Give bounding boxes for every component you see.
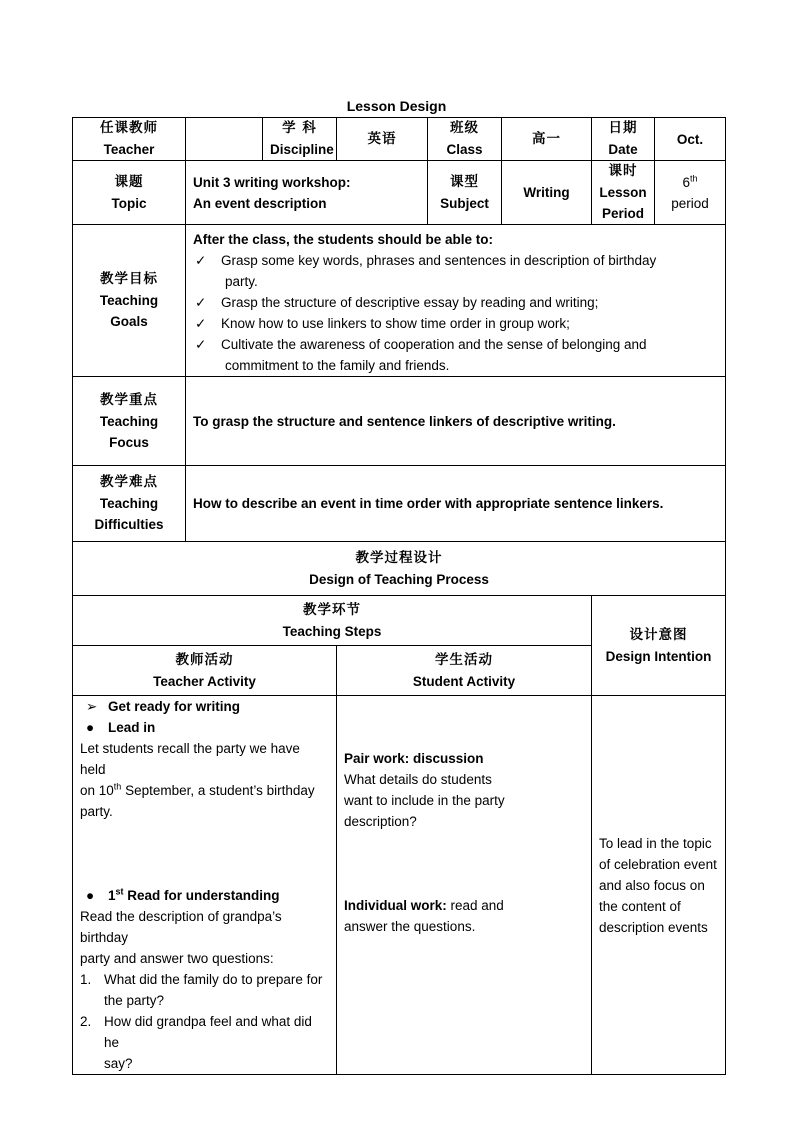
goals-label-cell: [73, 225, 186, 377]
question-number: 1.: [80, 972, 92, 987]
pair-work-text-2: want to include in the party: [344, 793, 505, 808]
lead-in-label: Lead in: [108, 720, 156, 735]
date-label-cell: [592, 118, 655, 161]
student-activity-cn: 学生活动: [435, 651, 493, 668]
intention-text-1: To lead in the topic: [599, 835, 712, 851]
topic-row: [73, 161, 726, 225]
intention-heading-cell: [592, 596, 726, 696]
lead-text-part: September, a student’s birthday: [121, 783, 315, 798]
intention-text-2: of celebration event: [599, 856, 717, 872]
goal-item-4-continuation: commitment to the family and friends.: [225, 358, 450, 373]
question-text: How did grandpa feel and what did he: [104, 1014, 312, 1050]
goal-text: Know how to use linkers to show time order in group work;: [221, 316, 570, 331]
individual-work-line: [344, 895, 584, 916]
goals-row: [73, 225, 726, 377]
spacer: [344, 832, 584, 895]
goals-label-en-2: Goals: [110, 314, 148, 329]
arrow-bullet-icon: ➢: [86, 699, 98, 714]
date-label-en: Date: [608, 142, 638, 157]
goal-item: [193, 313, 718, 334]
period-word: period: [671, 195, 709, 211]
lead-in-item: [80, 717, 329, 738]
teacher-activity-en: Teacher Activity: [153, 673, 256, 689]
dot-bullet-icon: ●: [86, 888, 95, 903]
lead-text-part: on 10: [80, 783, 114, 798]
topic-label-cell: [73, 161, 186, 225]
read-item: [80, 885, 329, 906]
period-label-cn: 课时: [608, 163, 638, 179]
goal-item: [193, 334, 718, 355]
question-text: say?: [104, 1056, 133, 1071]
student-activity-en: Student Activity: [412, 673, 516, 689]
question-text: What did the family do to prepare for: [104, 972, 323, 987]
date-label-cn: 日期: [608, 120, 638, 136]
goals-label-cn: 教学目标: [100, 271, 158, 287]
intention-text-4: the content of: [599, 898, 681, 914]
read-text-2: party and answer two questions:: [80, 951, 274, 966]
focus-label-en-1: Teaching: [99, 413, 159, 429]
goal-item: [193, 250, 718, 271]
process-heading-cell: [73, 542, 726, 596]
teacher-activity-heading: [73, 646, 337, 696]
ordinal-suffix: st: [115, 886, 124, 897]
teacher-value-cell: [186, 118, 263, 161]
goals-intro: After the class, the students should be able to:: [193, 232, 494, 247]
class-label-en: Class: [446, 142, 483, 157]
read-text-1: Read the description of grandpa’s birthday: [80, 909, 282, 945]
lead-in-text-1: Let students recall the party we have held: [80, 741, 300, 777]
date-value: Oct.: [655, 118, 726, 161]
teacher-label-en: Teacher: [103, 142, 155, 157]
steps-heading-row: [73, 596, 726, 646]
read-number: 1: [108, 888, 116, 903]
goal-text: Grasp the structure of descriptive essay by reading and writing;: [221, 295, 599, 310]
process-heading-cn: 教学过程设计: [355, 549, 443, 566]
student-activity-cell: [337, 696, 592, 1075]
teacher-label-cn: 任课教师: [100, 120, 158, 136]
document-title: Lesson Design: [346, 98, 447, 114]
difficulties-text: How to describe an event in time order with appropriate sentence linkers.: [186, 466, 726, 542]
teacher-activity-cn: 教师活动: [175, 651, 234, 668]
discipline-label-en: Discipline: [270, 142, 334, 157]
check-icon: ✓: [195, 253, 207, 268]
lead-in-text-2: [80, 780, 329, 801]
question-2: [80, 1011, 329, 1053]
individual-work-text: read and: [446, 898, 504, 913]
question-1: [80, 969, 329, 990]
goal-text: Grasp some key words, phrases and sentences in description of birthday: [221, 253, 657, 268]
period-value-cell: [655, 161, 726, 225]
intention-text-5: description events: [599, 919, 708, 935]
focus-row: [73, 377, 726, 466]
header-row: [73, 118, 726, 161]
period-suffix: th: [690, 173, 698, 183]
class-value: 高一: [502, 118, 592, 161]
goal-item-1-continuation: party.: [225, 274, 258, 289]
get-ready-item: [80, 696, 329, 717]
individual-work-label: Individual work:: [344, 898, 447, 913]
goals-content-cell: [186, 225, 726, 377]
subject-label-cell: [428, 161, 502, 225]
topic-label-cn: 课题: [114, 173, 144, 190]
period-label-en-2: Period: [601, 206, 644, 221]
intention-heading-en: Design Intention: [605, 648, 712, 664]
dot-bullet-icon: ●: [86, 720, 95, 735]
activity-content-row: [73, 696, 726, 1075]
question-number: 2.: [80, 1014, 92, 1029]
steps-heading-cell: [73, 596, 592, 646]
topic-label-en: Topic: [111, 195, 147, 211]
pair-work-text-3: description?: [344, 814, 417, 829]
subject-label-en: Subject: [440, 195, 489, 211]
difficulties-label-en-2: Difficulties: [94, 517, 164, 532]
pair-work-text-1: What details do students: [344, 772, 492, 787]
period-label-cell: [592, 161, 655, 225]
goals-label-en-1: Teaching: [99, 293, 159, 308]
goal-item: [193, 292, 718, 313]
class-label-cn: 班级: [450, 120, 479, 136]
teacher-activity-cell: [73, 696, 337, 1075]
steps-heading-en: Teaching Steps: [282, 623, 382, 639]
check-icon: ✓: [195, 337, 207, 352]
question-2-cont: [80, 1053, 329, 1074]
question-text: the party?: [104, 993, 165, 1008]
intention-text-3: and also focus on: [599, 877, 705, 893]
difficulties-label-en-1: Teaching: [99, 496, 159, 511]
process-heading-en: Design of Teaching Process: [309, 571, 489, 587]
lead-in-text-3: party.: [80, 804, 113, 819]
intention-cell: [592, 696, 726, 1075]
intention-heading-cn: 设计意图: [629, 626, 688, 643]
discipline-value: 英语: [337, 118, 428, 161]
difficulties-label-cell: [73, 466, 186, 542]
read-label: Read for understanding: [123, 888, 280, 903]
get-ready-label: Get ready for writing: [108, 699, 241, 714]
teacher-label-cell: [73, 118, 186, 161]
process-heading-row: [73, 542, 726, 596]
discipline-label-cell: [263, 118, 337, 161]
subject-value: Writing: [502, 161, 592, 225]
subject-label-cn: 课型: [450, 173, 479, 190]
steps-heading-cn: 教学环节: [303, 601, 361, 618]
period-number: 6: [682, 174, 690, 190]
focus-label-cn: 教学重点: [100, 391, 158, 408]
period-label-en-1: Lesson: [599, 185, 647, 200]
check-icon: ✓: [195, 295, 207, 310]
topic-line-2: An event description: [193, 195, 327, 211]
discipline-label-cn: 学 科: [282, 120, 317, 136]
difficulties-row: [73, 466, 726, 542]
goal-text: Cultivate the awareness of cooperation and the sense of belonging and: [221, 337, 647, 352]
spacer: [80, 822, 329, 885]
topic-value-cell: [186, 161, 428, 225]
ordinal-suffix: th: [113, 781, 122, 792]
class-label-cell: [428, 118, 502, 161]
pair-work-label: Pair work: discussion: [344, 751, 484, 766]
check-icon: ✓: [195, 316, 207, 331]
lesson-design-table: [72, 117, 726, 1075]
focus-text: To grasp the structure and sentence linkers of descriptive writing.: [186, 377, 726, 466]
individual-work-text-2: answer the questions.: [344, 919, 476, 934]
topic-line-1: Unit 3 writing workshop:: [193, 174, 351, 190]
question-1-cont: [80, 990, 329, 1011]
focus-label-en-2: Focus: [109, 434, 149, 450]
difficulties-label-cn: 教学难点: [100, 474, 158, 490]
focus-label-cell: [73, 377, 186, 466]
student-activity-heading: [337, 646, 592, 696]
